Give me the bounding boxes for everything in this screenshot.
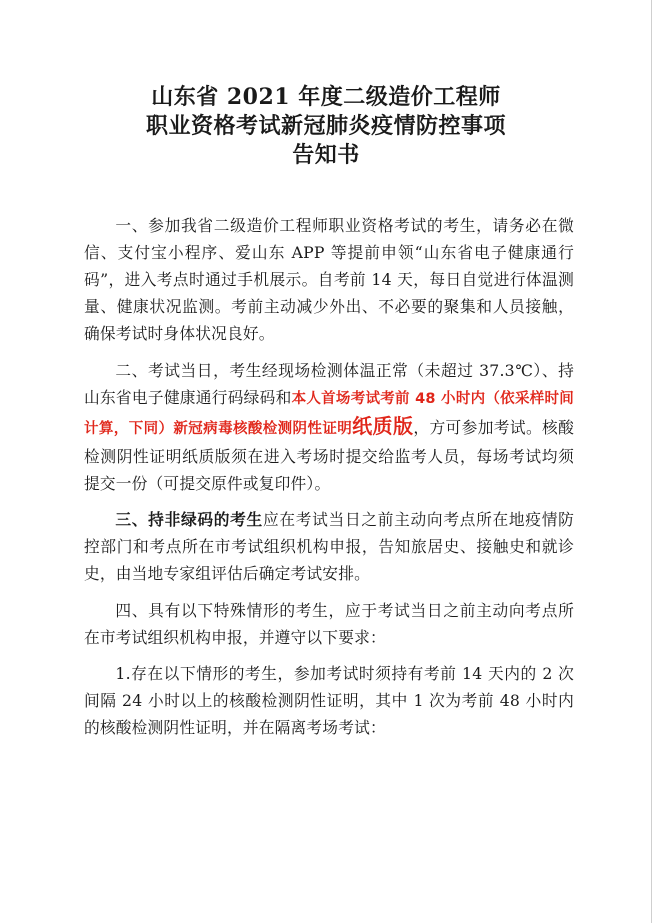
paragraph-2-text-b: ，方可参加考试。核酸检测阴性证明纸质版须在进入考场时提交给监考人员，每场考试均须提交一份（可提交原件或复印件）。 <box>84 417 575 493</box>
paragraph-3 <box>84 506 574 587</box>
paragraph-4: 四、具有以下特殊情形的考生，应于考试当日之前主动向考点所在市考试组织机构申报，并遵守以下要求： <box>84 600 574 647</box>
document-body <box>84 212 574 751</box>
document-title <box>0 83 652 170</box>
paragraph-3-heading: 三、持非绿码的考生 <box>115 510 263 529</box>
paragraph-3-text: 应在考试当日之前主动向考点所在地疫情防控部门和考点所在市考试组织机构申报，告知旅居史、接触史和就诊史，由当地专家组评估后确定考试安排。 <box>84 510 574 583</box>
paragraph-2-paper-version: 纸质版 <box>352 413 414 438</box>
paragraph-2 <box>84 357 574 497</box>
paragraph-2-text-a: 二、考试当日，考生经现场检测体温正常（未超过 37.3℃）、持山东省电子健康通行码绿码和 <box>84 360 574 407</box>
paragraph-1: 一、参加我省二级造价工程师职业资格考试的考生，请务必在微信、支付宝小程序、爱山东 APP 等提前申领“山东省电子健康通行码”，进入考点时通过手机展示。自考前 14 天，每日自觉进行体温测量、健康状况监测。考前主动减少外出、不必要的聚集和人员接触，确保考试时身体状况良好。 <box>84 216 574 343</box>
title-line-2: 职业资格考试新冠肺炎疫情防控事项 <box>145 113 506 139</box>
paragraph-2-highlight: 本人首场考试考前 48 小时内（依采样时间计算，下同）新冠病毒核酸检测阴性证明 <box>84 390 574 437</box>
title-line-1: 山东省 2021 年度二级造价工程师 <box>151 84 501 110</box>
title-line-3: 告知书 <box>292 142 360 168</box>
paragraph-5: 1.存在以下情形的考生，参加考试时须持有考前 14 天内的 2 次间隔 24 小时以上的核酸检测阴性证明，其中 1 次为考前 48 小时内的核酸检测阴性证明，并在隔离考场考试： <box>84 664 574 737</box>
